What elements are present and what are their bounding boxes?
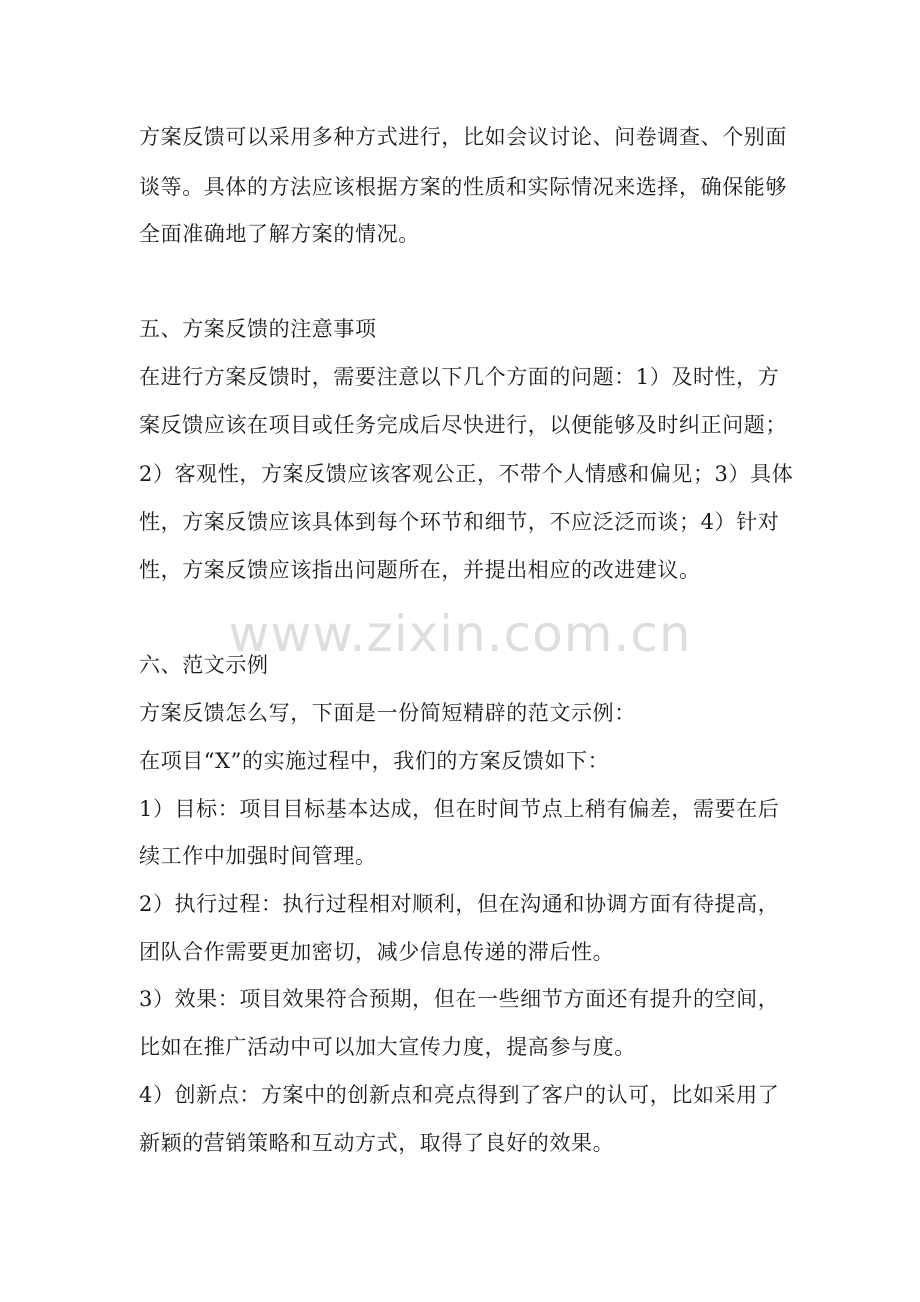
item2-line-2: 团队合作需要更加密切，减少信息传递的滞后性。 bbox=[139, 940, 615, 964]
section5-heading: 五、方案反馈的注意事项 bbox=[139, 317, 377, 341]
item1-line-2: 续工作中加强时间管理。 bbox=[139, 844, 377, 868]
item3-line-1: 3）效果：项目效果符合预期，但在一些细节方面还有提升的空间， bbox=[139, 987, 780, 1011]
item4-line-1: 4）创新点：方案中的创新点和亮点得到了客户的认可，比如采用了 bbox=[139, 1083, 780, 1107]
section6-lead: 在项目“X”的实施过程中，我们的方案反馈如下： bbox=[139, 749, 610, 773]
paragraph-intro-line-2: 谈等。具体的方法应该根据方案的性质和实际情况来选择，确保能够 bbox=[139, 175, 787, 199]
section5-body-line-5: 性，方案反馈应该指出问题所在，并提出相应的改进建议。 bbox=[139, 558, 701, 582]
item1-line-1: 1）目标：项目目标基本达成，但在时间节点上稍有偏差，需要在后 bbox=[139, 797, 780, 821]
paragraph-intro-line-3: 全面准确地了解方案的情况。 bbox=[139, 222, 420, 246]
section5-body-line-3: 2）客观性，方案反馈应该客观公正，不带个人情感和偏见；3）具体 bbox=[139, 462, 794, 486]
section5-body-line-4: 性，方案反馈应该具体到每个环节和细节，不应泛泛而谈；4）针对 bbox=[139, 510, 780, 534]
section6-heading: 六、范文示例 bbox=[139, 653, 269, 677]
section5-body-line-1: 在进行方案反馈时，需要注意以下几个方面的问题：1）及时性，方 bbox=[139, 365, 780, 389]
item3-line-2: 比如在推广活动中可以加大宣传力度，提高参与度。 bbox=[139, 1035, 636, 1059]
item2-line-1: 2）执行过程：执行过程相对顺利，但在沟通和协调方面有待提高， bbox=[139, 892, 780, 916]
item4-line-2: 新颖的营销策略和互动方式，取得了良好的效果。 bbox=[139, 1131, 615, 1155]
section5-body-line-2: 案反馈应该在项目或任务完成后尽快进行，以便能够及时纠正问题； bbox=[139, 413, 787, 437]
watermark: www.zixin.com.cn bbox=[228, 605, 692, 663]
section6-intro: 方案反馈怎么写，下面是一份简短精辟的范文示例： bbox=[139, 701, 636, 725]
paragraph-intro-line-1: 方案反馈可以采用多种方式进行，比如会议讨论、问卷调查、个别面 bbox=[139, 125, 787, 149]
